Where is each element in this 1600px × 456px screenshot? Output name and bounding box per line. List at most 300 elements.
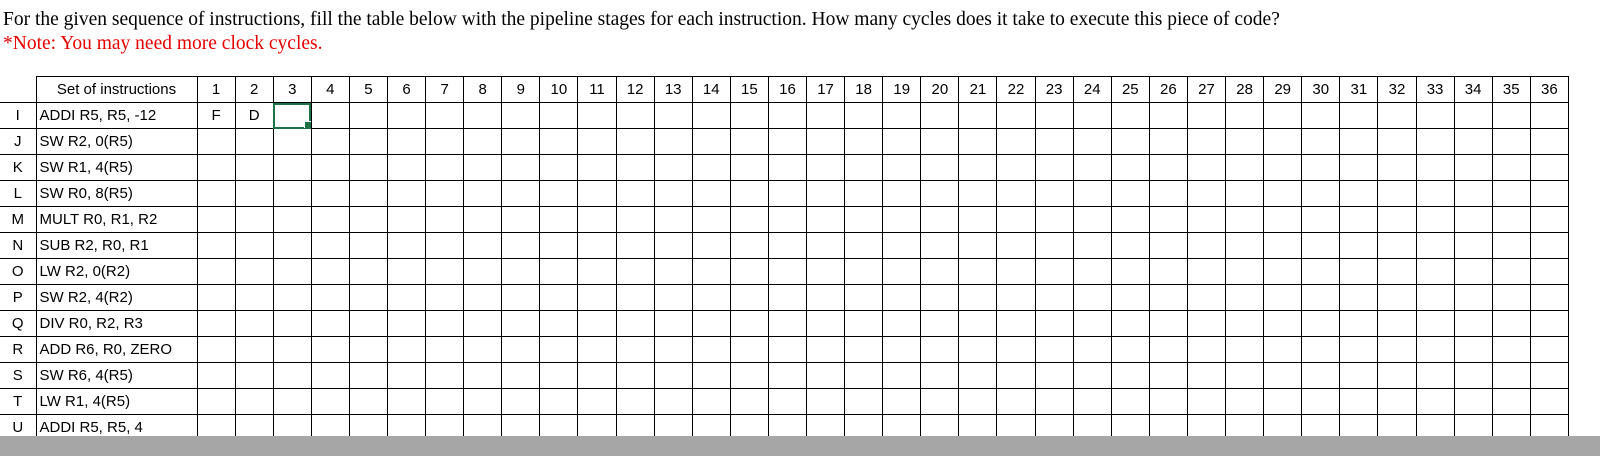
stage-cell[interactable]	[235, 181, 273, 207]
stage-cell[interactable]	[959, 389, 997, 415]
stage-cell[interactable]	[1340, 337, 1378, 363]
stage-cell[interactable]	[1264, 337, 1302, 363]
stage-cell[interactable]	[578, 337, 616, 363]
stage-cell[interactable]	[235, 363, 273, 389]
stage-cell[interactable]	[1302, 363, 1340, 389]
fill-handle[interactable]	[304, 121, 312, 129]
stage-cell[interactable]	[349, 155, 387, 181]
stage-cell[interactable]	[959, 285, 997, 311]
stage-cell[interactable]	[845, 363, 883, 389]
stage-cell[interactable]	[997, 129, 1035, 155]
row-label[interactable]: S	[0, 363, 36, 389]
stage-cell[interactable]	[197, 285, 235, 311]
stage-cell[interactable]	[997, 259, 1035, 285]
cycle-header[interactable]: 11	[578, 77, 616, 103]
stage-cell[interactable]	[235, 233, 273, 259]
stage-cell[interactable]	[921, 389, 959, 415]
stage-cell[interactable]	[692, 207, 730, 233]
stage-cell[interactable]	[1302, 285, 1340, 311]
stage-cell[interactable]	[1187, 207, 1225, 233]
stage-cell[interactable]	[464, 259, 502, 285]
cycle-header[interactable]: 18	[845, 77, 883, 103]
stage-cell[interactable]	[1416, 389, 1454, 415]
stage-cell[interactable]	[540, 233, 578, 259]
row-label[interactable]: K	[0, 155, 36, 181]
stage-cell[interactable]	[1340, 311, 1378, 337]
stage-cell[interactable]	[1492, 155, 1530, 181]
stage-cell[interactable]	[1149, 233, 1187, 259]
stage-cell[interactable]	[464, 103, 502, 129]
stage-cell[interactable]	[1035, 363, 1073, 389]
stage-cell[interactable]	[921, 337, 959, 363]
stage-cell[interactable]	[1416, 311, 1454, 337]
stage-cell[interactable]	[1073, 207, 1111, 233]
stage-cell[interactable]	[654, 311, 692, 337]
stage-cell[interactable]	[1378, 389, 1416, 415]
stage-cell[interactable]	[845, 181, 883, 207]
stage-cell[interactable]	[1416, 155, 1454, 181]
stage-cell[interactable]	[1073, 389, 1111, 415]
stage-cell[interactable]	[1416, 233, 1454, 259]
stage-cell[interactable]	[197, 337, 235, 363]
stage-cell[interactable]	[349, 207, 387, 233]
stage-cell[interactable]	[1492, 363, 1530, 389]
stage-cell[interactable]	[502, 207, 540, 233]
stage-cell[interactable]	[273, 389, 311, 415]
stage-cell[interactable]	[807, 103, 845, 129]
stage-cell[interactable]	[730, 103, 768, 129]
stage-cell[interactable]	[616, 259, 654, 285]
stage-cell[interactable]	[540, 337, 578, 363]
stage-cell[interactable]	[311, 311, 349, 337]
stage-cell[interactable]	[387, 181, 425, 207]
stage-cell[interactable]	[1035, 233, 1073, 259]
stage-cell[interactable]: F	[197, 103, 235, 129]
stage-cell[interactable]	[997, 337, 1035, 363]
stage-cell[interactable]	[540, 259, 578, 285]
stage-cell[interactable]	[235, 129, 273, 155]
row-label[interactable]: P	[0, 285, 36, 311]
stage-cell[interactable]	[959, 363, 997, 389]
stage-cell[interactable]	[768, 363, 806, 389]
stage-cell[interactable]	[197, 207, 235, 233]
stage-cell[interactable]	[692, 233, 730, 259]
instruction-cell[interactable]: ADD R6, R0, ZERO	[36, 337, 197, 363]
stage-cell[interactable]	[1416, 129, 1454, 155]
stage-cell[interactable]	[1149, 155, 1187, 181]
stage-cell[interactable]	[235, 389, 273, 415]
stage-cell[interactable]	[349, 181, 387, 207]
stage-cell[interactable]	[1492, 311, 1530, 337]
stage-cell[interactable]	[654, 181, 692, 207]
stage-cell[interactable]	[997, 181, 1035, 207]
instructions-header[interactable]: Set of instructions	[36, 77, 197, 103]
stage-cell[interactable]	[1073, 311, 1111, 337]
stage-cell[interactable]	[1454, 155, 1492, 181]
stage-cell[interactable]	[1340, 181, 1378, 207]
stage-cell[interactable]	[273, 285, 311, 311]
stage-cell[interactable]	[654, 285, 692, 311]
stage-cell[interactable]	[502, 285, 540, 311]
stage-cell[interactable]	[921, 363, 959, 389]
stage-cell[interactable]	[997, 311, 1035, 337]
stage-cell[interactable]	[959, 233, 997, 259]
cycle-header[interactable]: 33	[1416, 77, 1454, 103]
stage-cell[interactable]	[1111, 207, 1149, 233]
stage-cell[interactable]	[845, 389, 883, 415]
stage-cell[interactable]	[349, 103, 387, 129]
stage-cell[interactable]	[1340, 155, 1378, 181]
stage-cell[interactable]	[730, 389, 768, 415]
stage-cell[interactable]	[921, 181, 959, 207]
stage-cell[interactable]	[349, 337, 387, 363]
cycle-header[interactable]: 29	[1264, 77, 1302, 103]
stage-cell[interactable]	[1454, 363, 1492, 389]
stage-cell[interactable]	[387, 129, 425, 155]
stage-cell[interactable]	[654, 259, 692, 285]
stage-cell[interactable]	[502, 233, 540, 259]
stage-cell[interactable]	[1416, 259, 1454, 285]
stage-cell[interactable]	[349, 363, 387, 389]
stage-cell[interactable]	[845, 233, 883, 259]
cycle-header[interactable]: 27	[1187, 77, 1225, 103]
cycle-header[interactable]: 23	[1035, 77, 1073, 103]
stage-cell[interactable]	[1226, 363, 1264, 389]
stage-cell[interactable]	[1149, 311, 1187, 337]
stage-cell[interactable]	[730, 363, 768, 389]
instruction-cell[interactable]: SUB R2, R0, R1	[36, 233, 197, 259]
stage-cell[interactable]	[1111, 285, 1149, 311]
stage-cell[interactable]	[959, 337, 997, 363]
stage-cell[interactable]	[1111, 389, 1149, 415]
stage-cell[interactable]	[1111, 311, 1149, 337]
stage-cell[interactable]	[807, 311, 845, 337]
stage-cell[interactable]	[883, 363, 921, 389]
stage-cell[interactable]	[730, 155, 768, 181]
stage-cell[interactable]	[426, 337, 464, 363]
stage-cell[interactable]	[1302, 207, 1340, 233]
cycle-header[interactable]: 19	[883, 77, 921, 103]
stage-cell[interactable]	[883, 103, 921, 129]
stage-cell[interactable]	[578, 389, 616, 415]
stage-cell[interactable]	[540, 285, 578, 311]
stage-cell[interactable]	[273, 311, 311, 337]
stage-cell[interactable]	[197, 389, 235, 415]
stage-cell[interactable]	[311, 129, 349, 155]
stage-cell[interactable]: D	[235, 103, 273, 129]
stage-cell[interactable]	[464, 233, 502, 259]
stage-cell[interactable]	[387, 207, 425, 233]
stage-cell[interactable]	[311, 207, 349, 233]
stage-cell[interactable]	[1302, 155, 1340, 181]
stage-cell[interactable]	[1187, 103, 1225, 129]
row-label[interactable]: I	[0, 103, 36, 129]
stage-cell[interactable]	[616, 389, 654, 415]
cycle-header[interactable]: 14	[692, 77, 730, 103]
stage-cell[interactable]	[768, 337, 806, 363]
instruction-cell[interactable]: DIV R0, R2, R3	[36, 311, 197, 337]
instruction-cell[interactable]: SW R2, 4(R2)	[36, 285, 197, 311]
stage-cell[interactable]	[921, 103, 959, 129]
stage-cell[interactable]	[387, 311, 425, 337]
stage-cell[interactable]	[426, 389, 464, 415]
stage-cell[interactable]	[1073, 363, 1111, 389]
stage-cell[interactable]	[1264, 389, 1302, 415]
stage-cell[interactable]	[807, 337, 845, 363]
stage-cell[interactable]	[578, 285, 616, 311]
stage-cell[interactable]	[1111, 233, 1149, 259]
stage-cell[interactable]	[1302, 233, 1340, 259]
stage-cell[interactable]	[654, 207, 692, 233]
stage-cell[interactable]	[1264, 311, 1302, 337]
cycle-header[interactable]: 20	[921, 77, 959, 103]
cycle-header[interactable]: 15	[730, 77, 768, 103]
stage-cell[interactable]	[654, 363, 692, 389]
stage-cell[interactable]	[1492, 337, 1530, 363]
stage-cell[interactable]	[807, 389, 845, 415]
stage-cell[interactable]	[730, 129, 768, 155]
stage-cell[interactable]	[1340, 259, 1378, 285]
cycle-header[interactable]: 7	[426, 77, 464, 103]
stage-cell[interactable]	[616, 129, 654, 155]
stage-cell[interactable]	[616, 233, 654, 259]
stage-cell[interactable]	[1530, 181, 1568, 207]
cycle-header[interactable]: 35	[1492, 77, 1530, 103]
stage-cell[interactable]	[1226, 207, 1264, 233]
stage-cell[interactable]	[273, 233, 311, 259]
stage-cell[interactable]	[997, 207, 1035, 233]
stage-cell[interactable]	[807, 233, 845, 259]
stage-cell[interactable]	[502, 337, 540, 363]
stage-cell[interactable]	[654, 155, 692, 181]
stage-cell[interactable]	[1454, 285, 1492, 311]
stage-cell[interactable]	[578, 103, 616, 129]
stage-cell[interactable]	[1149, 337, 1187, 363]
stage-cell[interactable]	[1264, 363, 1302, 389]
cycle-header[interactable]: 28	[1226, 77, 1264, 103]
stage-cell[interactable]	[387, 103, 425, 129]
stage-cell[interactable]	[464, 389, 502, 415]
instruction-cell[interactable]: SW R0, 8(R5)	[36, 181, 197, 207]
stage-cell[interactable]	[387, 259, 425, 285]
stage-cell[interactable]	[1187, 155, 1225, 181]
stage-cell[interactable]	[921, 129, 959, 155]
stage-cell[interactable]	[311, 181, 349, 207]
stage-cell[interactable]	[1302, 311, 1340, 337]
stage-cell[interactable]	[197, 311, 235, 337]
stage-cell[interactable]	[1226, 103, 1264, 129]
stage-cell[interactable]	[1149, 207, 1187, 233]
stage-cell[interactable]	[426, 259, 464, 285]
stage-cell[interactable]	[921, 155, 959, 181]
stage-cell[interactable]	[807, 259, 845, 285]
stage-cell[interactable]	[311, 389, 349, 415]
stage-cell[interactable]	[311, 337, 349, 363]
stage-cell[interactable]	[540, 181, 578, 207]
stage-cell[interactable]	[502, 259, 540, 285]
stage-cell[interactable]	[1264, 155, 1302, 181]
stage-cell[interactable]	[540, 155, 578, 181]
stage-cell[interactable]	[959, 155, 997, 181]
stage-cell[interactable]	[768, 129, 806, 155]
stage-cell[interactable]	[883, 311, 921, 337]
stage-cell[interactable]	[1149, 259, 1187, 285]
stage-cell[interactable]	[1073, 259, 1111, 285]
stage-cell[interactable]	[845, 207, 883, 233]
stage-cell[interactable]	[311, 155, 349, 181]
stage-cell[interactable]	[1035, 285, 1073, 311]
stage-cell[interactable]	[197, 363, 235, 389]
stage-cell[interactable]	[235, 155, 273, 181]
stage-cell[interactable]	[1302, 259, 1340, 285]
stage-cell[interactable]	[616, 181, 654, 207]
row-label[interactable]: J	[0, 129, 36, 155]
stage-cell[interactable]	[235, 285, 273, 311]
stage-cell[interactable]	[273, 155, 311, 181]
stage-cell[interactable]	[426, 103, 464, 129]
stage-cell[interactable]	[1530, 155, 1568, 181]
cycle-header[interactable]: 30	[1302, 77, 1340, 103]
row-label[interactable]: Q	[0, 311, 36, 337]
stage-cell[interactable]	[426, 207, 464, 233]
stage-cell[interactable]	[807, 285, 845, 311]
stage-cell[interactable]	[578, 181, 616, 207]
stage-cell[interactable]	[578, 259, 616, 285]
stage-cell[interactable]	[1530, 259, 1568, 285]
stage-cell[interactable]	[273, 363, 311, 389]
cycle-header[interactable]: 34	[1454, 77, 1492, 103]
stage-cell[interactable]	[883, 129, 921, 155]
stage-cell[interactable]	[1378, 337, 1416, 363]
stage-cell[interactable]	[1454, 207, 1492, 233]
stage-cell[interactable]	[1492, 389, 1530, 415]
stage-cell[interactable]	[464, 285, 502, 311]
stage-cell[interactable]	[730, 181, 768, 207]
stage-cell[interactable]	[921, 207, 959, 233]
cycle-header[interactable]: 3	[273, 77, 311, 103]
stage-cell[interactable]	[1035, 389, 1073, 415]
stage-cell[interactable]	[654, 129, 692, 155]
stage-cell[interactable]	[311, 259, 349, 285]
stage-cell[interactable]	[807, 363, 845, 389]
instruction-cell[interactable]: SW R2, 0(R5)	[36, 129, 197, 155]
stage-cell[interactable]	[1111, 103, 1149, 129]
stage-cell[interactable]	[1073, 103, 1111, 129]
stage-cell[interactable]	[1264, 259, 1302, 285]
stage-cell[interactable]	[1378, 363, 1416, 389]
cycle-header[interactable]: 32	[1378, 77, 1416, 103]
stage-cell[interactable]	[578, 363, 616, 389]
stage-cell[interactable]	[921, 311, 959, 337]
stage-cell[interactable]	[845, 103, 883, 129]
stage-cell[interactable]	[1264, 103, 1302, 129]
stage-cell[interactable]	[1530, 363, 1568, 389]
stage-cell[interactable]	[1530, 233, 1568, 259]
stage-cell[interactable]	[273, 181, 311, 207]
stage-cell[interactable]	[1378, 285, 1416, 311]
cycle-header[interactable]: 17	[807, 77, 845, 103]
stage-cell[interactable]	[692, 259, 730, 285]
stage-cell[interactable]	[1226, 285, 1264, 311]
cycle-header[interactable]: 1	[197, 77, 235, 103]
stage-cell[interactable]	[1378, 129, 1416, 155]
stage-cell[interactable]	[807, 129, 845, 155]
stage-cell[interactable]	[1530, 207, 1568, 233]
stage-cell[interactable]	[273, 259, 311, 285]
stage-cell[interactable]	[616, 363, 654, 389]
stage-cell[interactable]	[540, 389, 578, 415]
stage-cell[interactable]	[1073, 129, 1111, 155]
stage-cell[interactable]	[692, 389, 730, 415]
stage-cell[interactable]	[540, 103, 578, 129]
stage-cell[interactable]	[502, 155, 540, 181]
stage-cell[interactable]	[426, 285, 464, 311]
stage-cell[interactable]	[578, 233, 616, 259]
stage-cell[interactable]	[1340, 207, 1378, 233]
cycle-header[interactable]: 12	[616, 77, 654, 103]
row-label[interactable]: N	[0, 233, 36, 259]
stage-cell[interactable]	[349, 311, 387, 337]
stage-cell[interactable]	[502, 103, 540, 129]
stage-cell[interactable]	[464, 363, 502, 389]
stage-cell[interactable]	[997, 155, 1035, 181]
stage-cell[interactable]	[426, 233, 464, 259]
stage-cell[interactable]	[921, 233, 959, 259]
stage-cell[interactable]	[311, 285, 349, 311]
stage-cell[interactable]	[540, 311, 578, 337]
stage-cell[interactable]	[845, 285, 883, 311]
stage-cell[interactable]	[616, 285, 654, 311]
stage-cell[interactable]	[616, 311, 654, 337]
stage-cell[interactable]	[1264, 181, 1302, 207]
stage-cell[interactable]	[1492, 207, 1530, 233]
stage-cell[interactable]	[1530, 389, 1568, 415]
stage-cell[interactable]	[1149, 389, 1187, 415]
stage-cell[interactable]	[654, 389, 692, 415]
stage-cell[interactable]	[959, 259, 997, 285]
stage-cell[interactable]	[1454, 103, 1492, 129]
stage-cell[interactable]	[883, 285, 921, 311]
cycle-header[interactable]: 25	[1111, 77, 1149, 103]
row-label[interactable]: R	[0, 337, 36, 363]
stage-cell[interactable]	[1035, 337, 1073, 363]
stage-cell[interactable]	[502, 389, 540, 415]
cycle-header[interactable]: 31	[1340, 77, 1378, 103]
stage-cell[interactable]	[1378, 207, 1416, 233]
stage-cell[interactable]	[1492, 233, 1530, 259]
stage-cell[interactable]	[1111, 337, 1149, 363]
stage-cell[interactable]	[1492, 259, 1530, 285]
stage-cell[interactable]	[1416, 363, 1454, 389]
cycle-header[interactable]: 8	[464, 77, 502, 103]
stage-cell[interactable]	[1187, 363, 1225, 389]
stage-cell[interactable]	[1187, 181, 1225, 207]
stage-cell[interactable]	[768, 207, 806, 233]
stage-cell[interactable]	[273, 207, 311, 233]
stage-cell[interactable]	[692, 363, 730, 389]
stage-cell[interactable]	[959, 207, 997, 233]
stage-cell[interactable]	[502, 181, 540, 207]
stage-cell[interactable]	[1035, 155, 1073, 181]
stage-cell[interactable]	[768, 285, 806, 311]
stage-cell[interactable]	[1226, 129, 1264, 155]
stage-cell[interactable]	[883, 181, 921, 207]
cycle-header[interactable]: 21	[959, 77, 997, 103]
stage-cell[interactable]	[845, 129, 883, 155]
stage-cell[interactable]	[1340, 233, 1378, 259]
cycle-header[interactable]: 24	[1073, 77, 1111, 103]
stage-cell[interactable]	[921, 285, 959, 311]
